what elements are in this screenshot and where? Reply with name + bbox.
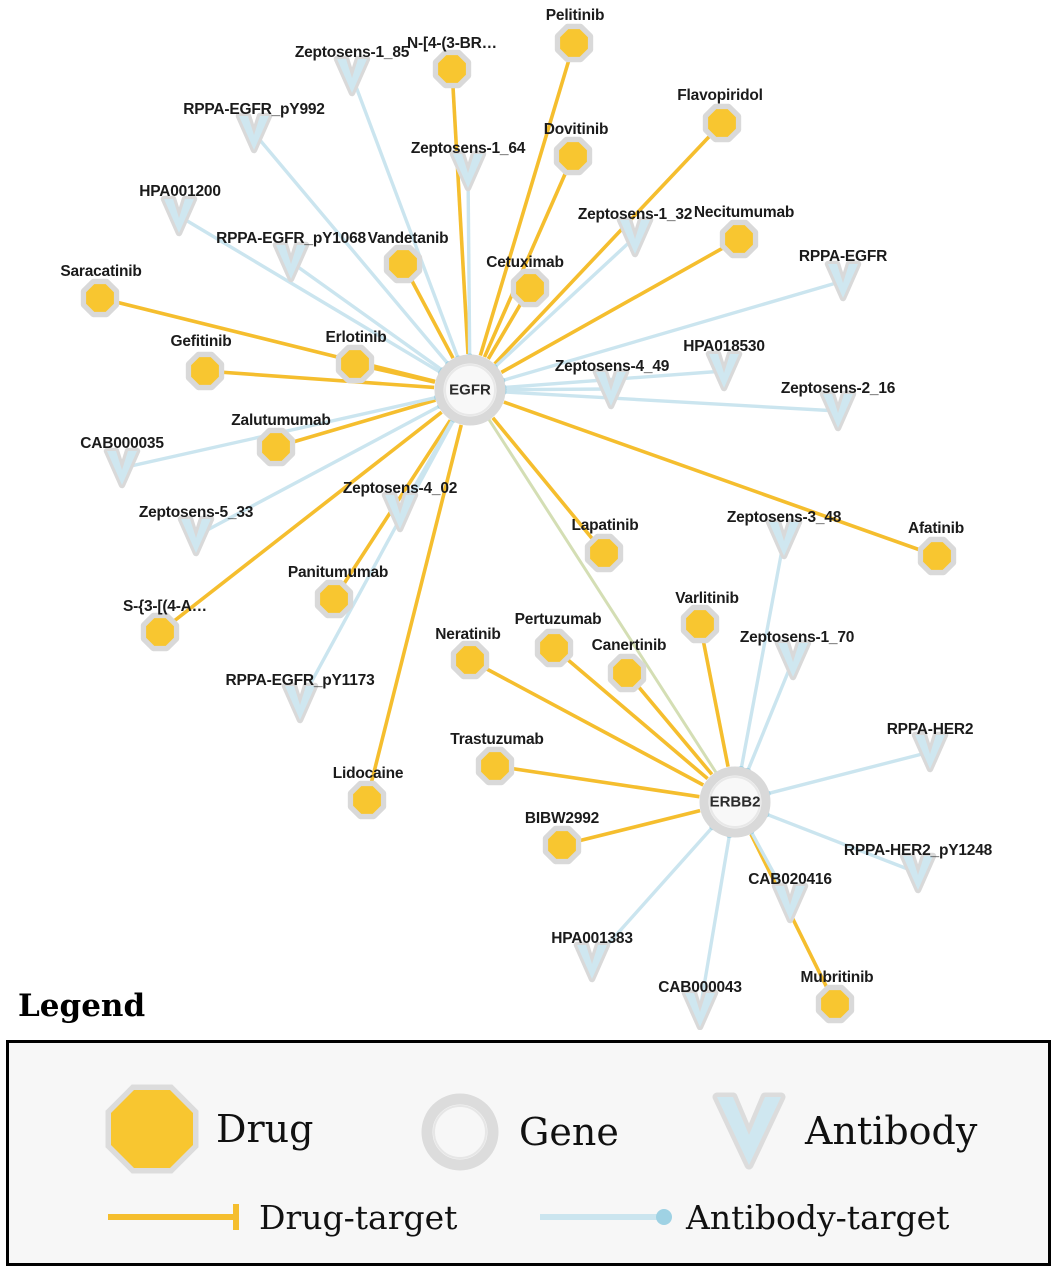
drug-label: Saracatinib bbox=[60, 263, 142, 280]
drug-node-body bbox=[481, 752, 509, 780]
drug-node-body bbox=[516, 274, 544, 302]
drug-label: BIBW2992 bbox=[524, 810, 600, 827]
drug-node-body bbox=[708, 109, 736, 137]
drug-label: Lapatinib bbox=[571, 517, 639, 534]
drug-node-body bbox=[821, 990, 849, 1018]
gene-label: ERBB2 bbox=[709, 793, 761, 811]
drug-node-body bbox=[923, 542, 951, 570]
antibody-label: Zeptosens-1_85 bbox=[294, 44, 410, 61]
drug-node-body bbox=[613, 659, 641, 687]
drug-label: Cetuximab bbox=[486, 254, 564, 271]
drug-node-vandetanib[interactable] bbox=[387, 248, 418, 279]
drug-label: Flavopiridol bbox=[677, 87, 763, 104]
antibody-label: RPPA-HER2_pY1248 bbox=[843, 842, 993, 859]
antibody-label: Zeptosens-4_02 bbox=[342, 480, 458, 497]
drug-label: Pelitinib bbox=[545, 7, 605, 24]
drug-node-bibw2992[interactable] bbox=[546, 829, 577, 860]
drug-node-body bbox=[262, 433, 290, 461]
antibody-node-rppa-egfr-py1068[interactable] bbox=[276, 245, 306, 279]
antibody-node-hpa018530[interactable] bbox=[709, 354, 739, 388]
antibody-node-rppa-egfr-py1173[interactable] bbox=[285, 686, 315, 720]
antibody-node-zeptosens-4-49[interactable] bbox=[596, 372, 626, 406]
legend-item-antibody bbox=[709, 1087, 977, 1175]
drug-node-zalutumumab[interactable] bbox=[260, 431, 291, 462]
drug-node-body bbox=[560, 29, 588, 57]
drug-node-body bbox=[191, 357, 219, 385]
drug-node-n-4-3-br-[interactable] bbox=[436, 53, 467, 84]
antibody-target-edge-icon bbox=[536, 1197, 676, 1237]
drug-label: Afatinib bbox=[907, 520, 965, 537]
legend-label-gene: Gene bbox=[519, 1110, 619, 1154]
drug-node-flavopiridol[interactable] bbox=[706, 107, 737, 138]
legend-box bbox=[6, 1040, 1051, 1266]
drug-node-dovitinib[interactable] bbox=[557, 140, 588, 171]
drug-label: Lidocaine bbox=[332, 765, 404, 782]
drug-node-body bbox=[686, 610, 714, 638]
drug-label: Varlitinib bbox=[675, 590, 739, 607]
drug-node-lapatinib[interactable] bbox=[588, 537, 619, 568]
drug-node-body bbox=[725, 225, 753, 253]
antibody-node-cab020416[interactable] bbox=[775, 886, 805, 920]
drug-node-body bbox=[320, 585, 348, 613]
drug-label: Dovitinib bbox=[543, 121, 609, 138]
antibody-node-zeptosens-1-64[interactable] bbox=[453, 154, 483, 188]
drug-target-edge-icon bbox=[104, 1197, 249, 1237]
drug-node-body bbox=[559, 142, 587, 170]
antibody-label: Zeptosens-1_64 bbox=[410, 140, 526, 157]
drug-label: Zalutumumab bbox=[231, 412, 331, 429]
drug-label: Neratinib bbox=[435, 626, 501, 643]
antibody-label: HPA001200 bbox=[139, 183, 221, 200]
legend-title: Legend bbox=[18, 988, 146, 1024]
antibody-node-hpa001200[interactable] bbox=[164, 199, 194, 233]
drug-node-s-3-4-a-[interactable] bbox=[144, 616, 175, 647]
drug-node-lidocaine[interactable] bbox=[351, 784, 382, 815]
drug-node-panitumumab[interactable] bbox=[318, 583, 349, 614]
drug-node-body bbox=[389, 250, 417, 278]
legend-item-gene bbox=[417, 1089, 619, 1175]
drug-node-body bbox=[86, 284, 114, 312]
drug-label: N-[4-(3-BR… bbox=[407, 35, 497, 52]
gene-circle-icon bbox=[417, 1089, 503, 1175]
drug-node-afatinib[interactable] bbox=[921, 540, 952, 571]
drug-label: Vandetanib bbox=[367, 230, 449, 247]
antibody-label: CAB000035 bbox=[80, 435, 164, 452]
drug-node-canertinib[interactable] bbox=[611, 657, 642, 688]
antibody-label: RPPA-HER2 bbox=[886, 721, 974, 738]
drug-node-necitumumab[interactable] bbox=[723, 223, 754, 254]
drug-node-body bbox=[438, 55, 466, 83]
drug-node-cetuximab[interactable] bbox=[514, 272, 545, 303]
drug-node-body bbox=[341, 350, 369, 378]
legend-item-drug bbox=[104, 1083, 313, 1175]
legend-edge-label-antibody-target: Antibody-target bbox=[686, 1197, 950, 1237]
gene-label: EGFR bbox=[449, 381, 491, 399]
antibody-node-rppa-egfr[interactable] bbox=[828, 264, 858, 298]
drug-label: Erlotinib bbox=[325, 329, 387, 346]
drug-label: Pertuzumab bbox=[514, 611, 602, 628]
antibody-node-rppa-egfr-py992[interactable] bbox=[239, 116, 269, 150]
antibody-label: RPPA-EGFR_pY1068 bbox=[216, 230, 366, 247]
antibody-node-zeptosens-4-02[interactable] bbox=[385, 495, 415, 529]
drug-label: Necitumumab bbox=[693, 204, 795, 221]
drug-label: Canertinib bbox=[591, 637, 667, 654]
antibody-label: RPPA-EGFR_pY992 bbox=[183, 101, 325, 118]
antibody-label: Zeptosens-4_49 bbox=[554, 358, 670, 375]
drug-node-neratinib[interactable] bbox=[454, 644, 485, 675]
drug-node-trastuzumab[interactable] bbox=[479, 750, 510, 781]
drug-label: Panitumumab bbox=[287, 564, 389, 581]
drug-node-body bbox=[540, 634, 568, 662]
antibody-node-zeptosens-2-16[interactable] bbox=[823, 394, 853, 428]
drug-octagon-icon bbox=[104, 1083, 200, 1175]
antibody-node-hpa001383[interactable] bbox=[577, 945, 607, 979]
legend-edge-label-drug-target: Drug-target bbox=[259, 1197, 458, 1237]
antibody-label: RPPA-EGFR bbox=[798, 248, 888, 265]
antibody-node-zeptosens-1-85[interactable] bbox=[337, 59, 367, 93]
antibody-node-zeptosens-5-33[interactable] bbox=[181, 519, 211, 553]
antibody-label: Zeptosens-3_48 bbox=[726, 509, 842, 526]
drug-node-gefitinib[interactable] bbox=[189, 355, 220, 386]
drug-node-body bbox=[353, 786, 381, 814]
drug-label: S-{3-[(4-A… bbox=[123, 598, 207, 615]
antibody-label: RPPA-EGFR_pY1173 bbox=[225, 672, 375, 689]
drug-node-body bbox=[590, 539, 618, 567]
drug-label: Mubritinib bbox=[800, 969, 874, 986]
antibody-label: HPA018530 bbox=[683, 338, 765, 355]
drug-node-mubritinib[interactable] bbox=[819, 988, 850, 1019]
antibody-label: Zeptosens-5_33 bbox=[138, 504, 254, 521]
antibody-vee-icon bbox=[709, 1087, 789, 1175]
antibody-node-rppa-her2[interactable] bbox=[915, 735, 945, 769]
legend-label-drug: Drug bbox=[216, 1107, 314, 1151]
antibody-node-zeptosens-1-70[interactable] bbox=[778, 643, 808, 677]
antibody-label: HPA001383 bbox=[551, 930, 633, 947]
antibody-node-zeptosens-3-48[interactable] bbox=[769, 522, 799, 556]
drug-node-erlotinib[interactable] bbox=[339, 348, 370, 379]
antibody-node-zeptosens-1-32[interactable] bbox=[620, 220, 650, 254]
drug-node-pertuzumab[interactable] bbox=[538, 632, 569, 663]
drug-node-body bbox=[548, 831, 576, 859]
antibody-node-cab000043[interactable] bbox=[685, 993, 715, 1027]
drug-label: Trastuzumab bbox=[450, 731, 544, 748]
drug-node-pelitinib[interactable] bbox=[558, 27, 589, 58]
drug-label: Gefitinib bbox=[170, 333, 232, 350]
legend-label-antibody: Antibody bbox=[805, 1109, 978, 1153]
drug-node-body bbox=[456, 646, 484, 674]
drug-node-body bbox=[146, 618, 174, 646]
antibody-label: Zeptosens-2_16 bbox=[780, 380, 896, 397]
drug-node-saracatinib[interactable] bbox=[84, 282, 115, 313]
antibody-node-cab000035[interactable] bbox=[107, 451, 137, 485]
antibody-node-rppa-her2-py1248[interactable] bbox=[903, 856, 933, 890]
antibody-label: Zeptosens-1_70 bbox=[739, 629, 855, 646]
antibody-label: CAB000043 bbox=[658, 979, 742, 996]
legend-edge-antibody-target bbox=[536, 1197, 949, 1237]
antibody-label: Zeptosens-1_32 bbox=[577, 206, 693, 223]
legend-edge-drug-target bbox=[104, 1197, 457, 1237]
drug-node-varlitinib[interactable] bbox=[684, 608, 715, 639]
antibody-label: CAB020416 bbox=[748, 871, 832, 888]
